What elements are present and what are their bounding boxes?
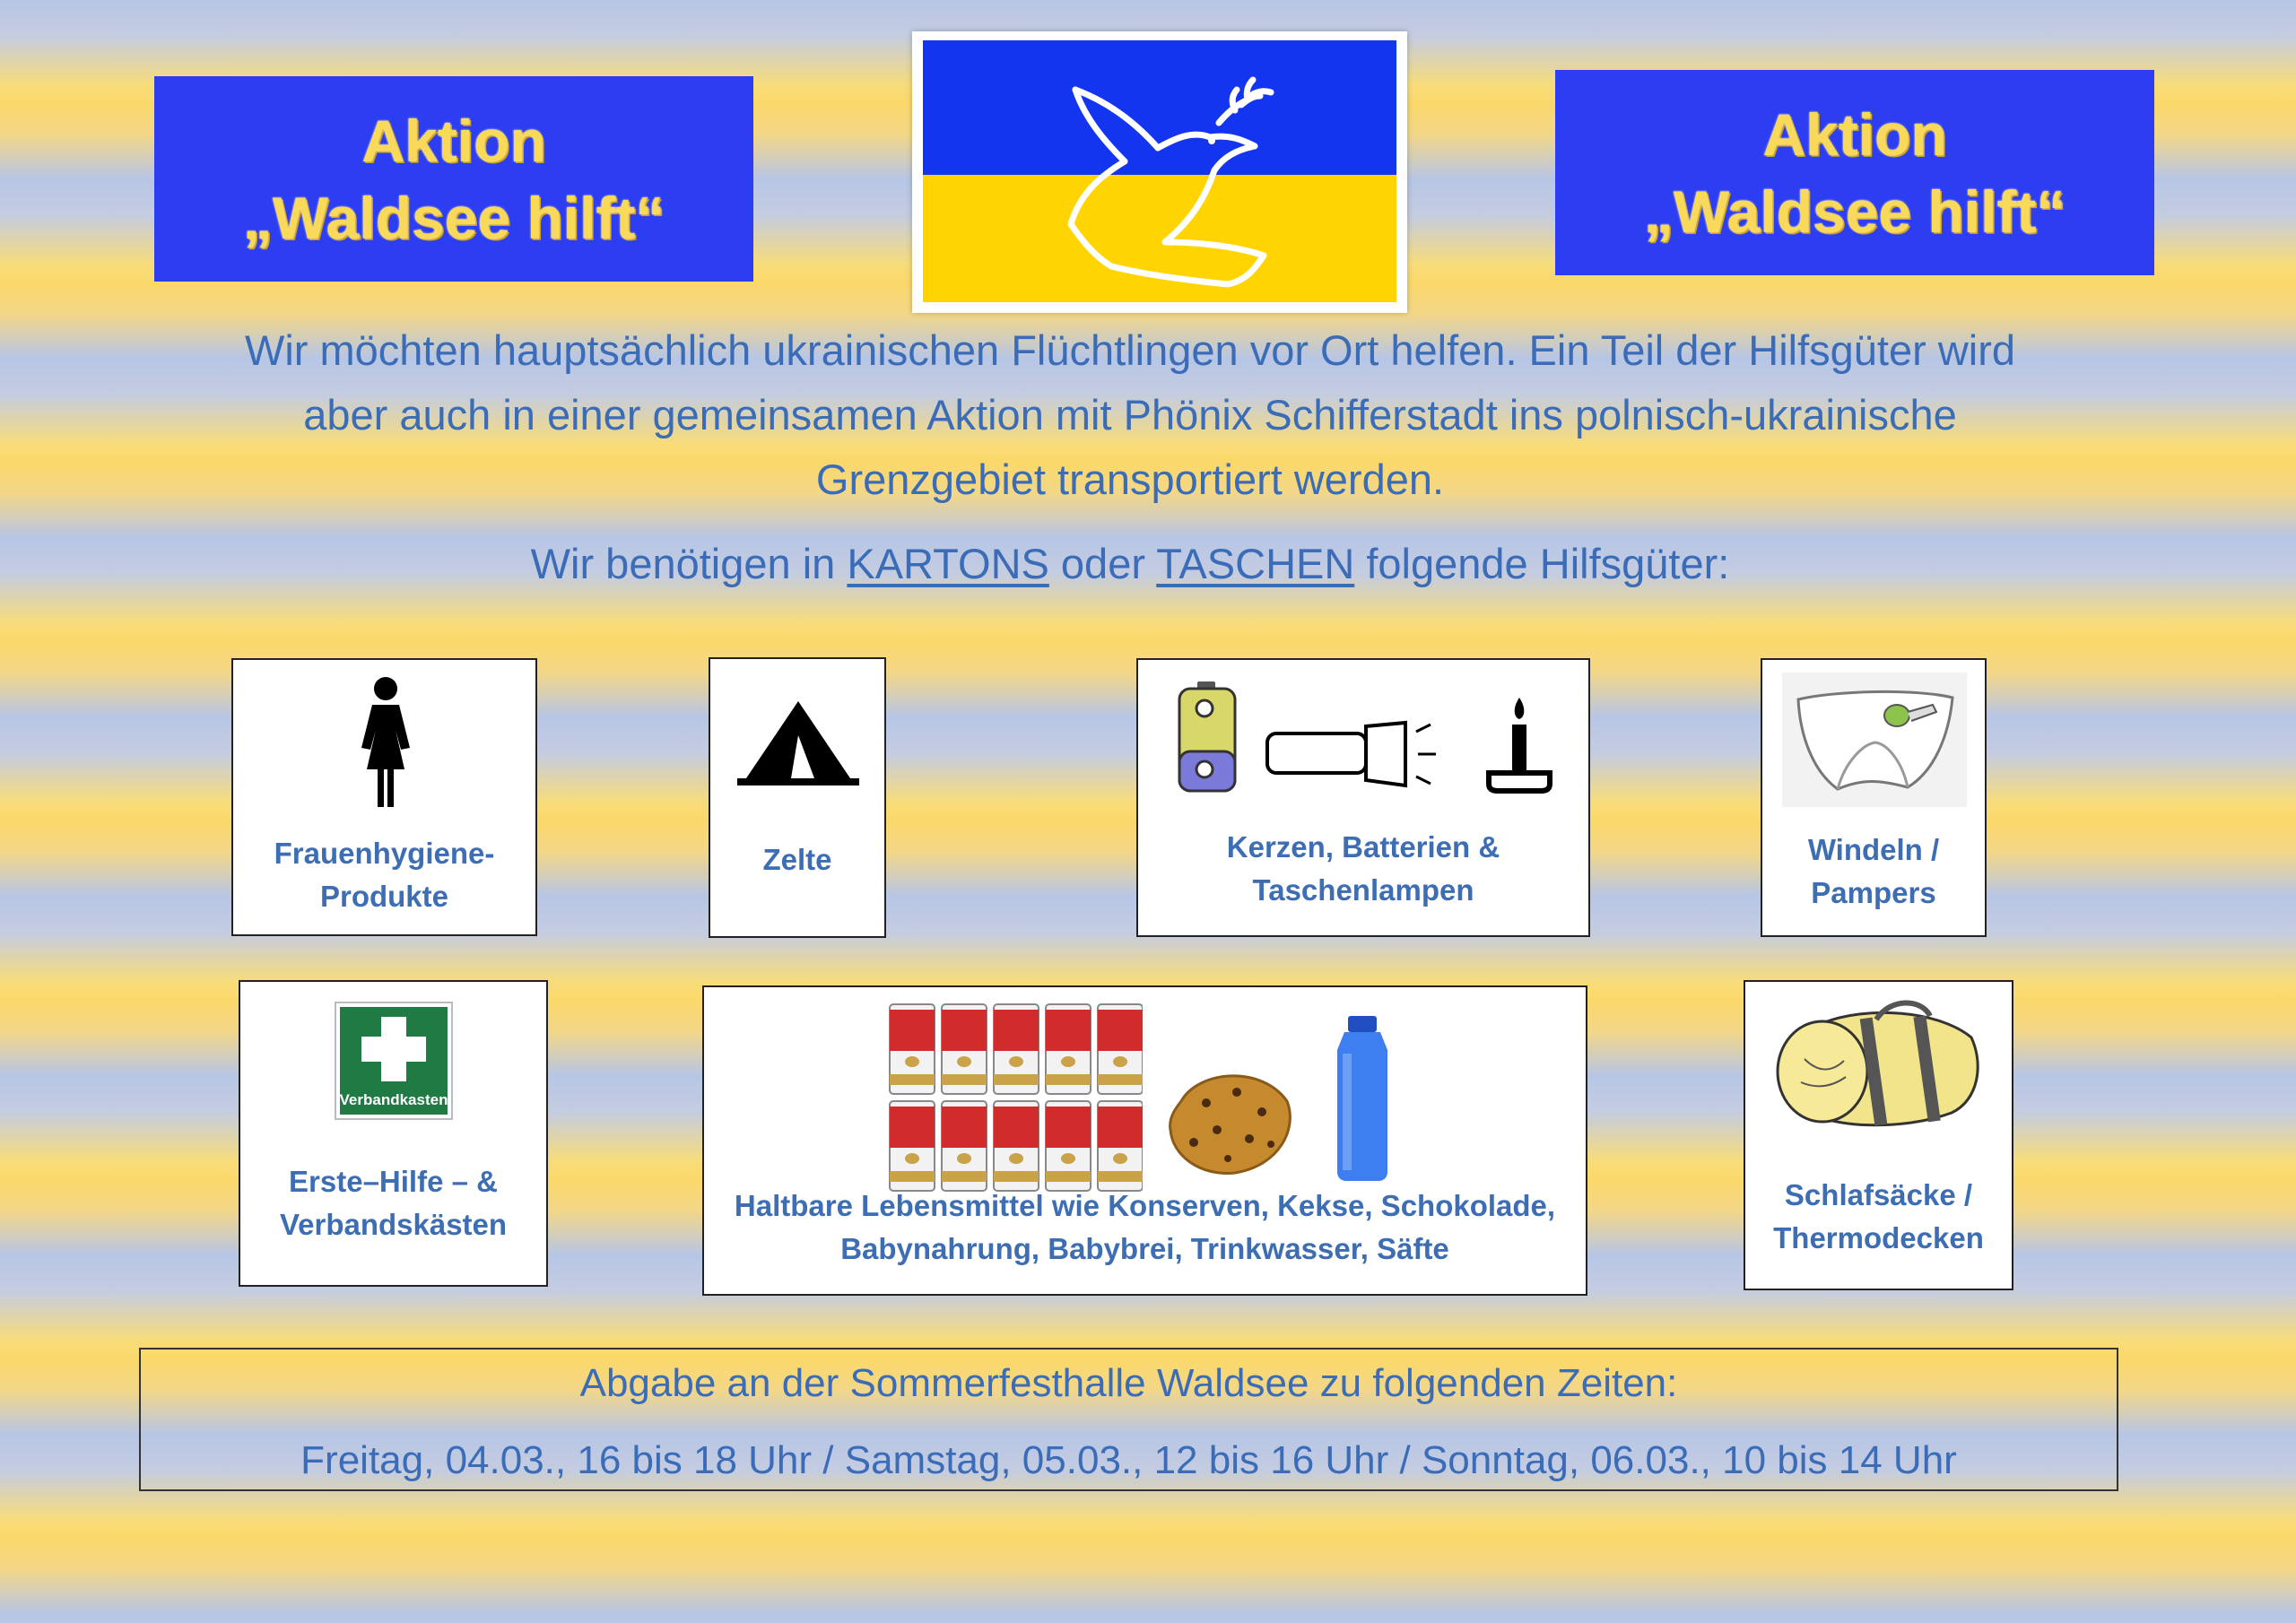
needs-taschen: TASCHEN [1156,540,1355,587]
needs-middle: oder [1048,540,1157,587]
item-diapers-line2: Pampers [1811,876,1936,909]
cookie-icon [1163,1065,1298,1182]
woman-icon [345,676,426,811]
banner-right-line2: „Waldsee hilft“ [1643,178,2066,245]
dropoff-times: Freitag, 04.03., 16 bis 18 Uhr / Samstag, 05.03., 12 bis 16 Uhr / Sonntag, 06.03., 10 bis 14 Uhr [300,1438,1957,1482]
banner-right-line1: Aktion [1762,100,1947,168]
intro-line3: Grenzgebiet transportiert werden. [815,456,1445,503]
item-card-lights [1136,658,1590,937]
needs-heading [144,532,2117,596]
item-card-food [702,985,1587,1296]
item-food-line1: Haltbare Lebensmittel wie Konserven, Kekse, Schokolade, [734,1189,1556,1222]
item-lights-line1: Kerzen, Batterien & [1226,830,1500,864]
item-card-tents [709,657,886,938]
water-bottle-icon [1323,1014,1404,1185]
item-card-hygiene [231,658,537,936]
banner-right [1555,70,2154,275]
item-tents-line1: Zelte [762,843,832,876]
ukraine-flag [912,31,1407,313]
diaper-icon [1782,673,1967,807]
dropoff-line1: Abgabe an der Sommerfesthalle Waldsee zu folgenden Zeiten: [579,1361,1678,1405]
peace-dove-icon [923,40,1396,302]
item-food-line2: Babynahrung, Babybrei, Trinkwasser, Säfte [840,1232,1449,1265]
item-sleeping-line2: Thermodecken [1773,1221,1984,1254]
first-aid-sign-text: Verbandkasten [339,1091,448,1108]
item-card-diapers [1761,658,1987,937]
item-firstaid-line1: Erste–Hilfe – & [289,1165,498,1198]
item-firstaid-line2: Verbandskästen [279,1208,508,1241]
banner-left [154,76,753,282]
needs-kartons: KARTONS [847,540,1049,587]
tent-icon [735,699,861,789]
item-lights-line2: Taschenlampen [1252,873,1474,907]
battery-icon [1172,680,1244,796]
first-aid-icon [334,1001,454,1121]
soup-cans-icon [888,1002,1143,1193]
banner-left-line1: Aktion [361,107,546,174]
needs-suffix: folgende Hilfsgüter: [1354,540,1730,587]
dropoff-box [139,1348,2118,1491]
item-card-firstaid [239,980,548,1287]
needs-prefix: Wir benötigen in [530,540,848,587]
intro-line1: Wir möchten hauptsächlich ukrainischen Flüchtlingen vor Ort helfen. Ein Teil der Hilfsgüter wird [244,326,2016,374]
intro-text [144,318,2117,512]
banner-left-line2: „Waldsee hilft“ [242,184,665,251]
item-hygiene-line1: Frauenhygiene- [274,837,495,870]
flashlight-icon [1264,714,1443,794]
candle-icon [1483,694,1555,802]
item-sleeping-line1: Schlafsäcke / [1784,1178,1973,1211]
item-card-sleeping [1744,980,2013,1290]
item-hygiene-line2: Produkte [319,880,449,913]
sleeping-bag-icon [1769,996,1984,1131]
intro-line2: aber auch in einer gemeinsamen Aktion mit Phönix Schifferstadt ins polnisch-ukrainische [303,391,1957,438]
item-diapers-line1: Windeln / [1807,833,1940,866]
